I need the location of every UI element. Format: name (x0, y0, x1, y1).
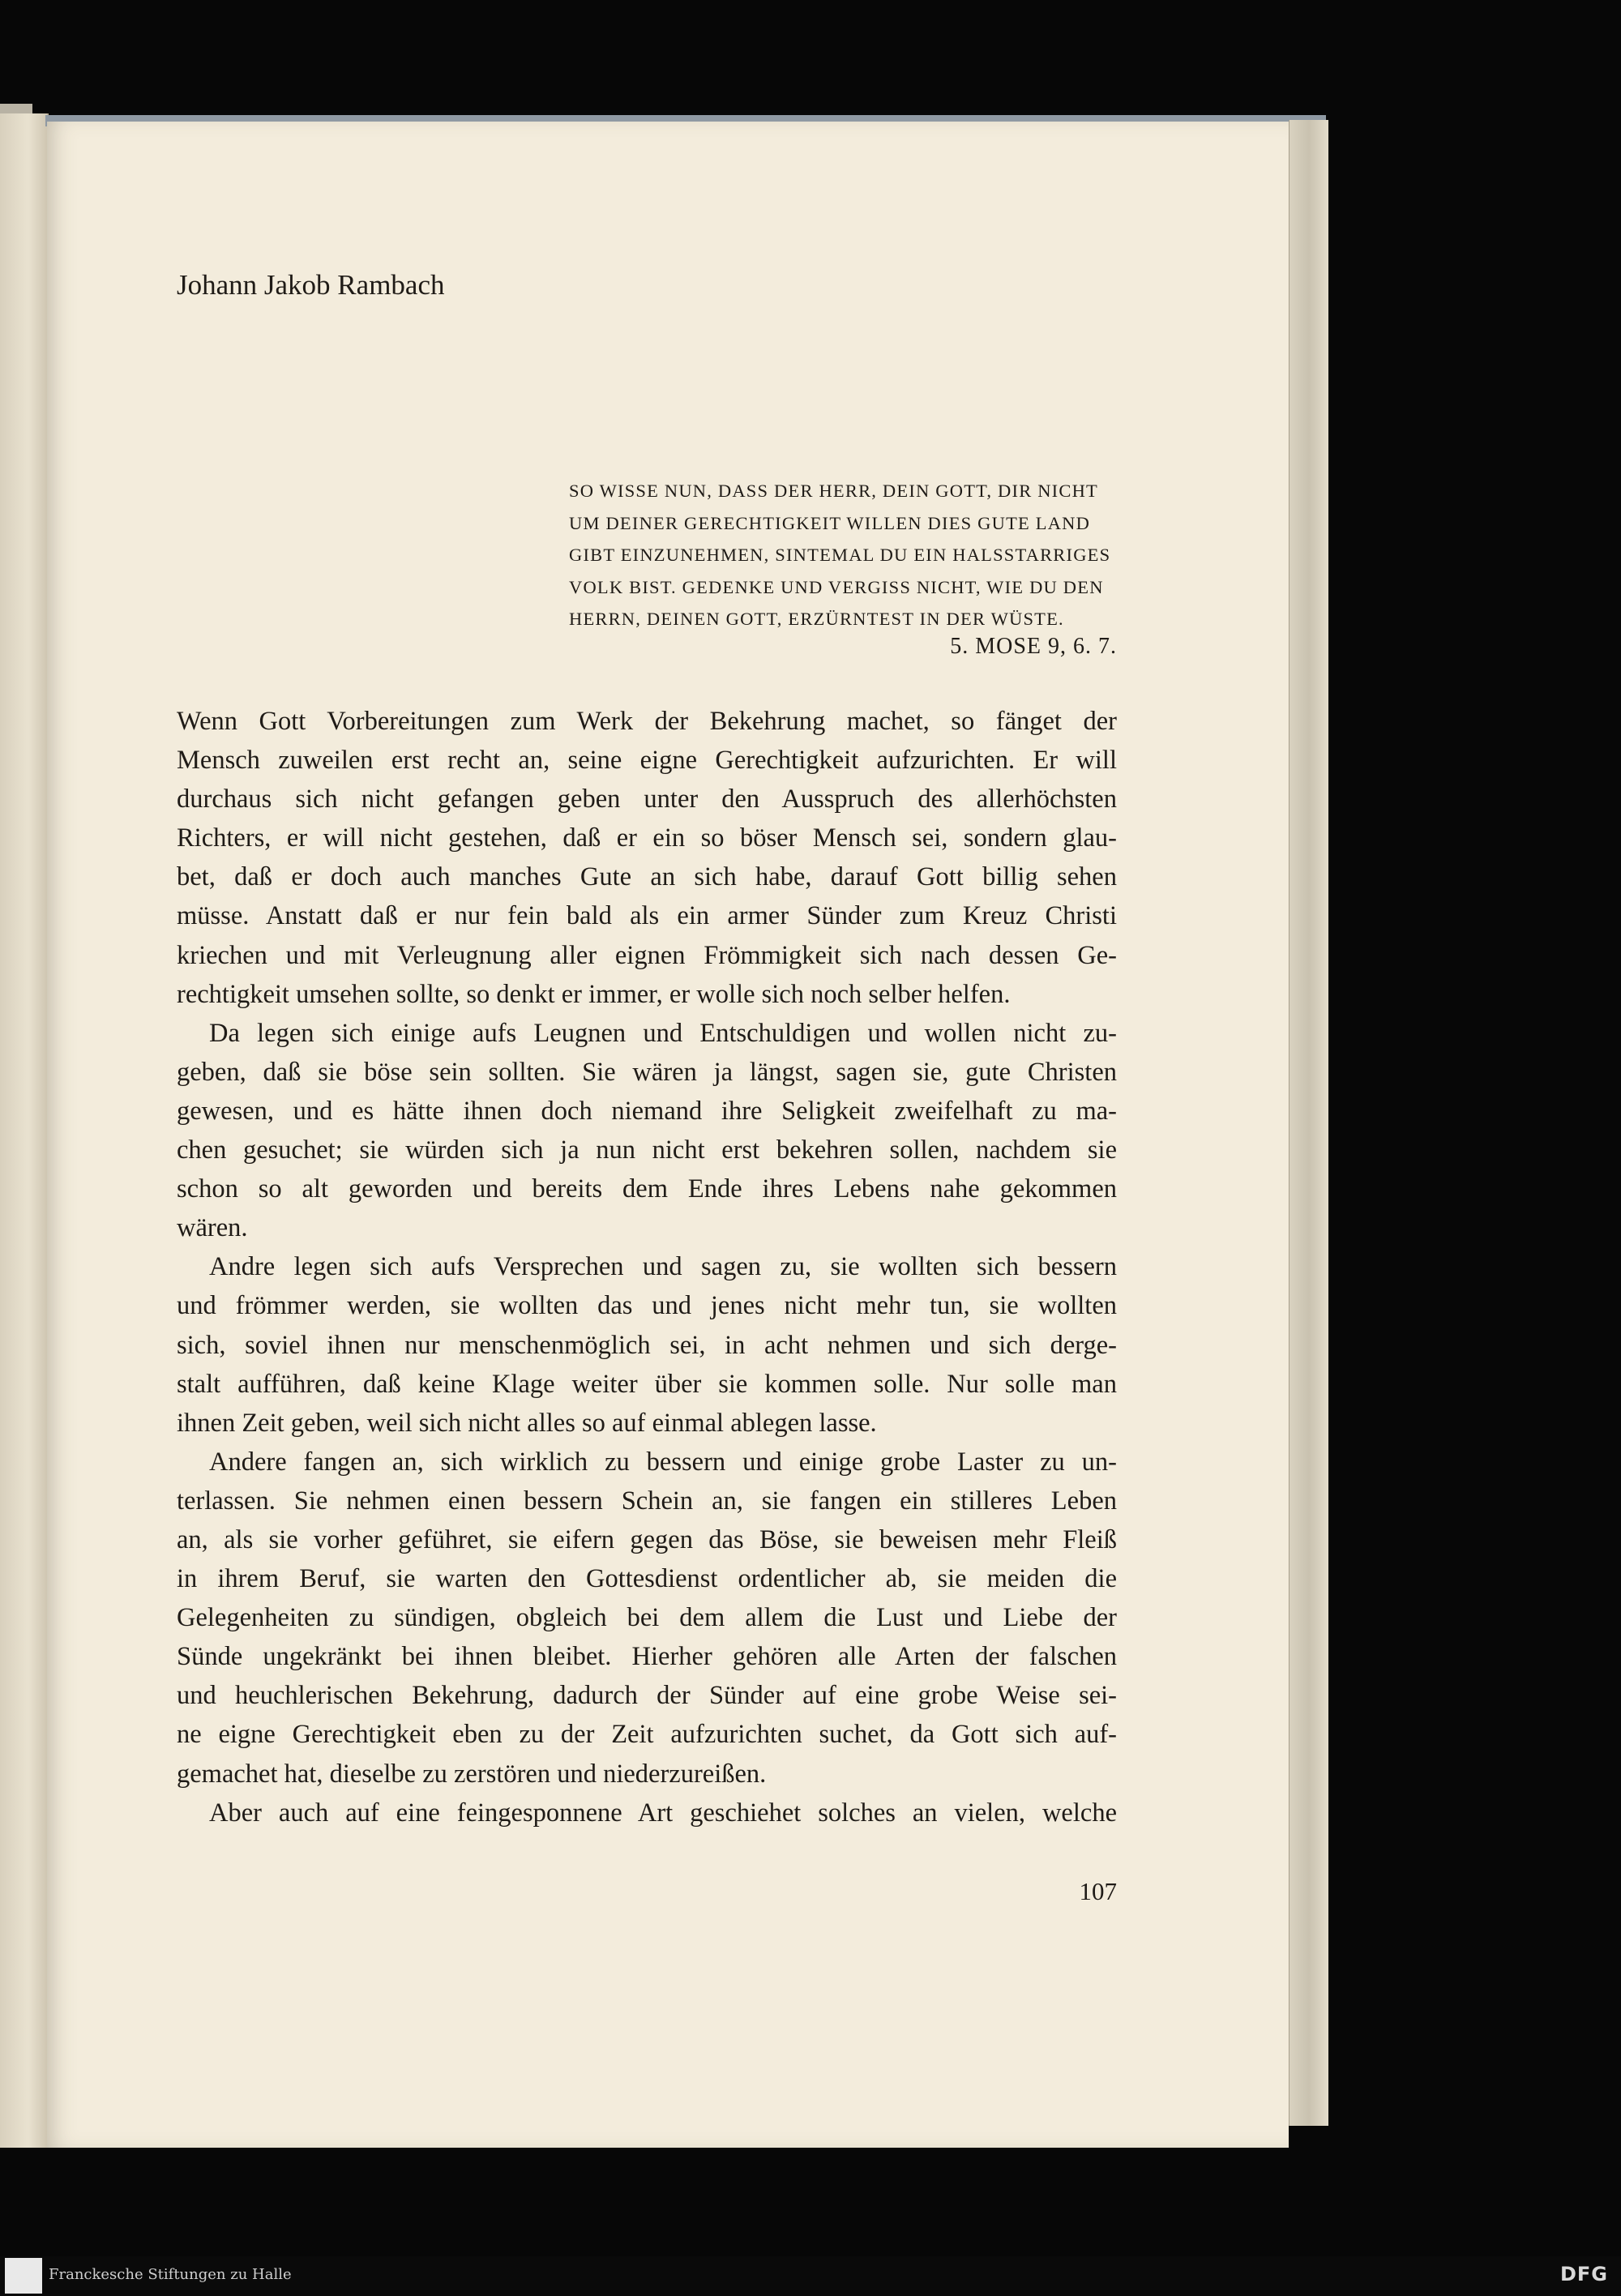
epigraph-line: GIBT EINZUNEHMEN, SINTEMAL DU EIN HALSSTARRIGES (569, 545, 1111, 565)
text-line: gemachet hat, dieselbe zu zerstören und niederzureißen. (177, 1759, 767, 1789)
text-line: und heuchlerischen Bekehrung, dadurch der Sünder auf eine grobe Weise sei- (177, 1681, 1117, 1711)
epigraph-line: HERRN, DEINEN GOTT, ERZÜRNTEST IN DER WÜSTE. (569, 609, 1064, 629)
text-line: bet, daß er doch auch manches Gute an sich habe, darauf Gott billig sehen (177, 862, 1117, 892)
text-line: Gelegenheiten zu sündigen, obgleich bei dem allem die Lust und Liebe der (177, 1603, 1117, 1633)
text-line: stalt aufführen, daß keine Klage weiter über sie kommen solle. Nur solle man (177, 1369, 1117, 1399)
paragraph (177, 1014, 1117, 1248)
text-line: kriechen und mit Verleugnung aller eignen Frömmigkeit sich nach dessen Ge- (177, 940, 1117, 970)
paragraph (177, 1247, 1117, 1442)
text-line: sich, soviel ihnen nur menschenmöglich sei, in acht nehmen und sich derge- (177, 1330, 1117, 1360)
paragraph (177, 702, 1117, 1014)
text-line: Aber auch auf eine feingesponnene Art geschiehet solches an vielen, welche (209, 1798, 1117, 1828)
text-line: an, als sie vorher geführet, sie eifern gegen das Böse, sie beweisen mehr Fleiß (177, 1524, 1117, 1554)
body-text (177, 702, 1117, 1832)
dfg-logo: DFG (1559, 2263, 1608, 2285)
text-line: gewesen, und es hätte ihnen doch niemand ihre Seligkeit zweifelhaft zu ma- (177, 1096, 1117, 1126)
paragraph (177, 1443, 1117, 1794)
text-line: schon so alt geworden und bereits dem Ende ihres Lebens nahe gekommen (177, 1174, 1117, 1204)
epigraph-line: VOLK BIST. GEDENKE UND VERGISS NICHT, WIE DU DEN (569, 576, 1104, 597)
text-line: Sünde ungekränkt bei ihnen bleibet. Hierher gehören alle Arten der falschen (177, 1642, 1117, 1672)
left-page-edge (0, 113, 49, 2148)
running-head: Johann Jakob Rambach (177, 269, 445, 301)
page-number: 107 (1079, 1877, 1117, 1905)
franckesche-stiftungen-logo (5, 2258, 42, 2294)
text-line: Wenn Gott Vorbereitungen zum Werk der Bekehrung machet, so fänget der (177, 707, 1117, 736)
book-cover-right-edge (1289, 120, 1328, 2126)
epigraph-reference: 5. MOSE 9, 6. 7. (950, 634, 1117, 659)
text-line: ihnen Zeit geben, weil sich nicht alles so auf einmal ablegen lasse. (177, 1408, 877, 1438)
epigraph-line: SO WISSE NUN, DASS DER HERR, DEIN GOTT, DIR NICHT (569, 481, 1098, 501)
text-line: terlassen. Sie nehmen einen bessern Schein an, sie fangen ein stilleres Leben (177, 1486, 1117, 1516)
text-line: und frömmer werden, sie wollten das und jenes nicht mehr tun, sie wollten (177, 1291, 1117, 1321)
text-line: Andre legen sich aufs Versprechen und sagen zu, sie wollten sich bessern (209, 1252, 1117, 1282)
text-line: ne eigne Gerechtigkeit eben zu der Zeit aufzurichten suchet, da Gott sich auf- (177, 1720, 1117, 1750)
text-line: geben, daß sie böse sein sollten. Sie wären ja längst, sagen sie, gute Christen (177, 1057, 1117, 1087)
text-line: durchaus sich nicht gefangen geben unter den Ausspruch des allerhöchsten (177, 785, 1117, 815)
institution-label: Franckesche Stiftungen zu Halle (49, 2266, 292, 2283)
text-line: in ihrem Beruf, sie warten den Gottesdienst ordentlicher ab, sie meiden die (177, 1564, 1117, 1594)
text-line: Mensch zuweilen erst recht an, seine eigne Gerechtigkeit aufzurichten. Er will (177, 746, 1117, 776)
text-line: müsse. Anstatt daß er nur fein bald als ein armer Sünder zum Kreuz Christi (177, 901, 1117, 931)
text-line: chen gesuchet; sie würden sich ja nun nicht erst bekehren sollen, nachdem sie (177, 1135, 1117, 1165)
paragraph (177, 1794, 1117, 1832)
text-line: Da legen sich einige aufs Leugnen und Entschuldigen und wollen nicht zu- (209, 1018, 1117, 1048)
epigraph (569, 475, 1117, 635)
text-line: Richters, er will nicht gestehen, daß er ein so böser Mensch sei, sondern glau- (177, 823, 1117, 853)
text-line: wären. (177, 1213, 248, 1243)
text-line: rechtigkeit umsehen sollte, so denkt er immer, er wolle sich noch selber helfen. (177, 979, 1011, 1009)
epigraph-line: UM DEINER GERECHTIGKEIT WILLEN DIES GUTE LAND (569, 512, 1091, 533)
text-line: Andere fangen an, sich wirklich zu bessern und einige grobe Laster zu un- (209, 1447, 1117, 1477)
